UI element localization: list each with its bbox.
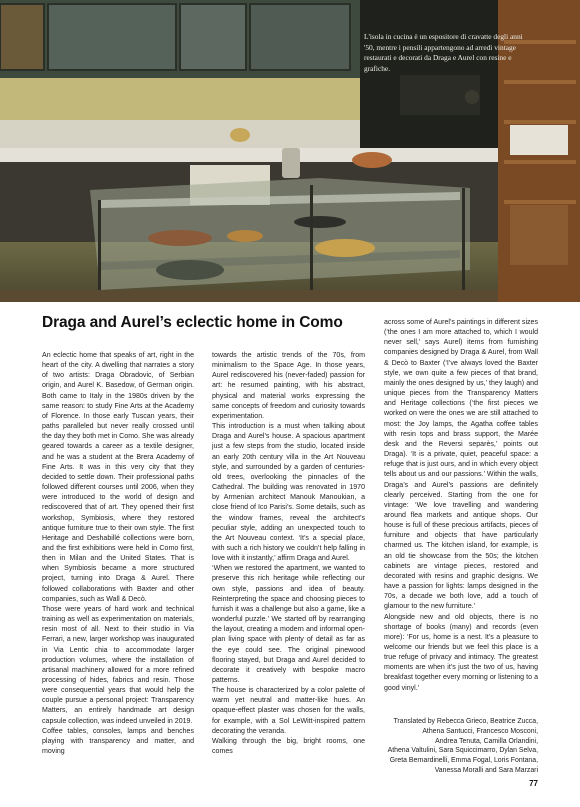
article-headline: Draga and Aurel’s eclectic home in Como — [42, 314, 343, 331]
paragraph: Those were years of hard work and technical training as well as experimentation on materials, resin most of all. Next to their studio in Via Ferrari, a new, larger workshop was inaugurated in Via Lentic chia to accommodate larger production volumes, where the installation of artisanal machinery allowed for a more refined processing of hides, fabrics and resin. Those were consequential years that would help the couple pursue a personal project: Transparency Matters, an entirely handmade art design capsule collection, was indeed unveiled in 2019. — [42, 605, 194, 725]
translation-credits — [384, 717, 538, 776]
credit-line: Vanessa Moralli and Sara Marzari — [434, 766, 538, 774]
paragraph: ‘When we restored the apartment, we wanted to preserve this rich heritage while reflecting our own style, passions and idea of beauty. Reinterpreting the space and choosing pieces to furnish it was a challenge but also a game, like a wonderful puzzle.’ We started off by rearranging the layout, creating a modern and informal open-plan living space with plenty of detail as far as the eye could see. The original pinewood flooring stayed, but Draga and Aurel decided to decorate it creatively with bespoke macro patterns. — [212, 565, 365, 684]
article-column-2 — [212, 351, 365, 757]
article-column-1 — [42, 351, 194, 757]
paragraph: Walking through the big, bright rooms, one comes — [212, 737, 365, 756]
photo-caption: L'isola in cucina è un espositore di cravatte degli anni '50, mentre i pensili appartengono ad arredi vintage restaurati e decorati da Draga e Aurel con resine e grafiche. — [364, 32, 523, 73]
credit-line: Andrea Tenuta, Camilla Orlandini, — [435, 737, 538, 745]
paragraph: The house is characterized by a color palette of warm yet neutral and matter-like hues. An opaque-effect plaster was chosen for the walls, for example, with a Sol LeWitt-inspired pattern decorating the veranda. — [212, 687, 365, 735]
paragraph: This introduction is a must when talking about Draga and Aurel’s house. A spacious apartment just a few steps from the studio, located inside an early 20th century villa in the Art Nouveau style, and surrounded by a garden of centuries-old trees, overlooking the pinnacles of the Cathedral. The building was renovated in 1970 by Armenian architect Manouk Manoukian, a close friend of Ico Parisi’s. Some details, such as the window frames, reveal the architect’s peculiar style, adding an unexpected touch to the Art Nouveau context. ‘It’s a special place, with such a rich history we couldn’t help falling in love with it instantly,’ affirm Draga and Aurel. — [212, 423, 365, 563]
kitchen-photo — [0, 0, 580, 302]
paragraph: An eclectic home that speaks of art, right in the heart of the city. A dwelling that narrates a story of two artists: Draga Obradovic, of Serbian origin, and Aurel K. Basedow, of German origin. Both came to Italy in the 1980s driven by the same reason: to study Fine Arts at the Academy of Florence. In those early Tuscan years, their paths paralleled but never really crossed until the day they both met in Como. She was already geared towards a career as a textile designer, and he was a student at the Brera Academy of Fine Arts. It was in this very city that they decided to settle down. Their professional paths followed different courses until 2006, when they were introduced to the world of design and rediscovered that of art. They opened their first workshop, Symbiosis, where they restored antique furniture true to their own style. The first Heritage and Deshabillé collections were born, and the first exhibitions were held in Como first, then in Milan and the United States. That is when Symbiosis became a more structured project, turning into Draga & Aurel. There followed collaborations with Baxter and other companies, such as Wall & Decò. — [42, 352, 194, 603]
paragraph: Alongside new and old objects, there is no shortage of books (many) and records (even more): ‘For us, home is a nest. It’s a pleasure to welcome our friends but we feel this place is a true refuge of privacy and intimacy. The greatest moments are when it’s just the two of us, having breakfast together every morning or listening to a good vinyl.’ — [384, 613, 538, 692]
credit-line: Translated by Rebecca Grieco, Beatrice Zucca, — [393, 718, 538, 725]
credit-line: Athena Valtulini, Sara Squiccimarro, Dylan Selva, — [387, 747, 538, 755]
paragraph: across some of Aurel’s paintings in different sizes (‘the ones I am more attached to, which I would never sell,’ says Aurel) items from furnishing companies designed by Draga & Aurel, from Wall & Decò to Baxter (‘I’ve always loved the Baxter style, we own quite a few pieces of that brand, mainly the ones designed by us,’ they laugh) and unique pieces from the Transparency Matters and Heritage collections (‘the first pieces we worked on were the ones we are still attached to most: the Joy lamps, the Agatha coffee tables with resin tops and brass support, the Marée desk and the Reversi separès,’ points out Draga). ‘It is a private, quiet, peaceful space: a refuge that is just ours, and in which every object tells about us and our passions.’ Within the walls, Draga’s and Aurel’s passions are definitely clearly perceived. Starting from the one for vintage: ‘We love travelling and wandering around flea markets and antique shops. Our house is full of these precious artifacts, pieces of furniture and objects that have particularly charmed us. The kitchen island, for example, is an old tie showcase from the 50s; the kitchen cabinets are vintage pieces, restored and decorated with resins and graphic designs. We have a passion for lights: lamps designed in the 70s, a decade we both love, add a touch of glamour to the new furniture.’ — [384, 319, 538, 611]
page-number: 77 — [529, 779, 538, 788]
credit-line: Greta Bernardinelli, Emma Fogal, Loris Fontana, — [389, 757, 538, 765]
credit-line: Athena Santucci, Francesco Mosconi, — [422, 727, 538, 735]
paragraph: towards the artistic trends of the 70s, from minimalism to the Space Age. In those years, Aurel rediscovered his (never-faded) passion for art: he resumed painting, with his abstract, physical and material works expressing the same concepts of freedom and curiosity towards experimentation. — [212, 352, 365, 420]
paragraph: Coffee tables, consoles, lamps and benches playing with transparency and matter, and moving — [42, 727, 194, 756]
article-column-3 — [384, 318, 538, 694]
